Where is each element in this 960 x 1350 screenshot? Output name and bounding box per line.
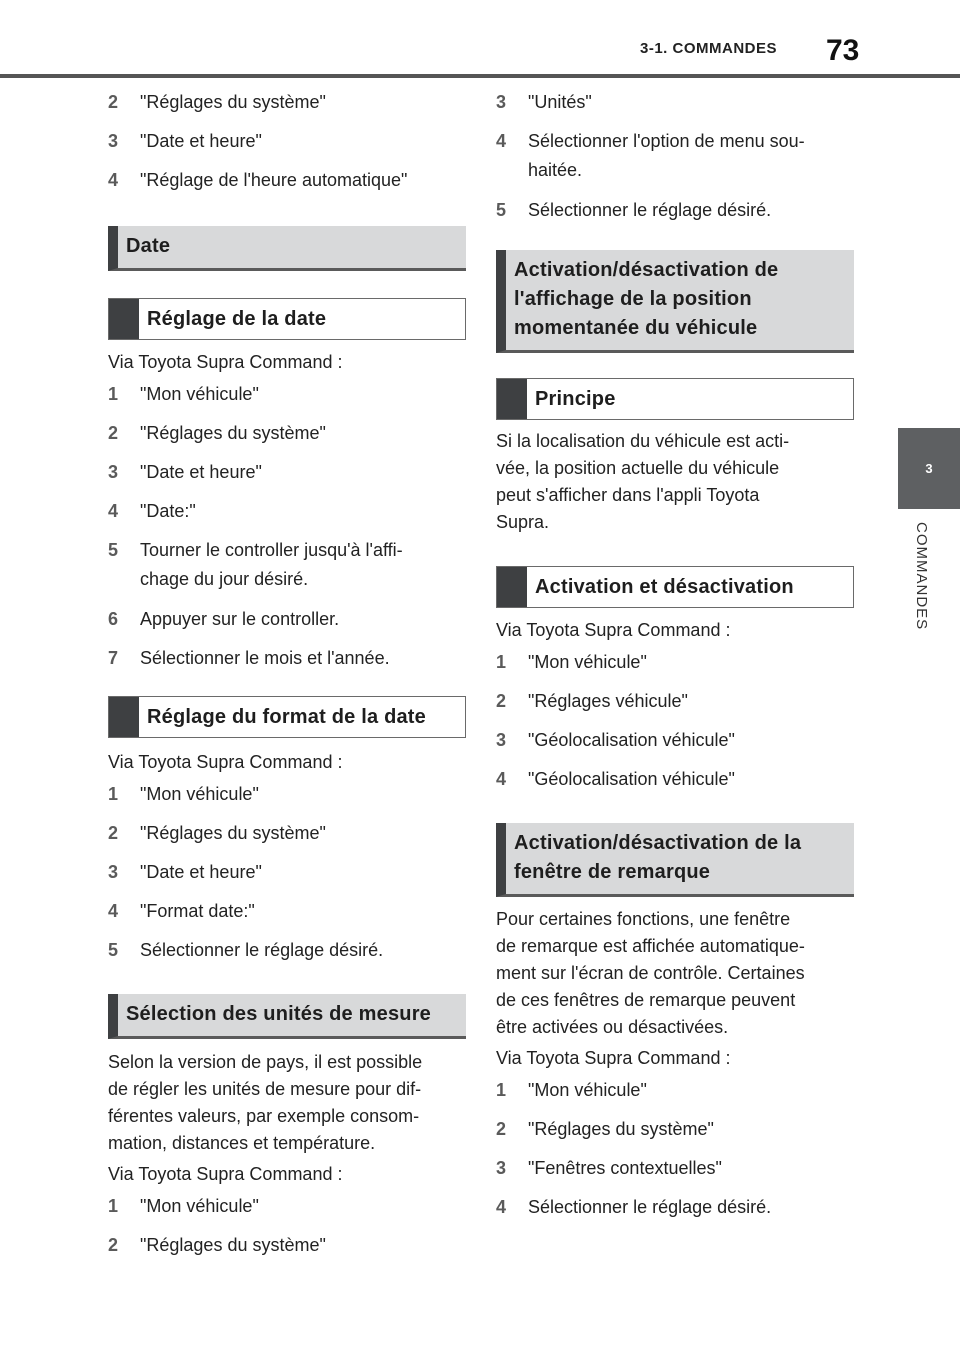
header-divider xyxy=(0,74,960,78)
list-item: 5 Sélectionner le réglage désiré. xyxy=(108,940,384,960)
list-item: 4 "Format date:" xyxy=(108,901,255,921)
list-item: 1 "Mon véhicule" xyxy=(496,1080,647,1100)
remark-paragraph: Pour certaines fonctions, une fenêtre de remarque est affichée automatique- ment sur l'écran de contrôle. Certaines de ces fenêtres de remarque peuvent être activées ou désactivées. xyxy=(496,909,805,1037)
list-item: 2 "Réglages véhicule" xyxy=(496,691,688,711)
section-heading-remark-window: Activation/désactivation de la fenêtre de remarque xyxy=(496,823,854,897)
section-title: 3-1. COMMANDES xyxy=(640,40,778,57)
via-text: Via Toyota Supra Command : xyxy=(108,752,343,772)
via-text: Via Toyota Supra Command : xyxy=(496,1048,731,1068)
list-item: 4 "Date:" xyxy=(108,501,196,521)
subsection-heading-date-setting: Réglage de la date xyxy=(108,298,466,340)
list-item: 5 Sélectionner le réglage désiré. xyxy=(496,200,772,220)
list-item: 2 "Réglages du système" xyxy=(108,423,326,443)
chapter-label: COMMANDES xyxy=(913,522,930,631)
list-item: 4 "Géolocalisation véhicule" xyxy=(496,769,735,789)
units-paragraph: Selon la version de pays, il est possible de régler les unités de mesure pour dif- férentes valeurs, par exemple consom- mation, distances et température. xyxy=(108,1052,423,1153)
list-item: 6 Appuyer sur le controller. xyxy=(108,609,340,629)
list-item: 4 "Réglage de l'heure automatique" xyxy=(108,170,408,190)
list-item: 3 "Géolocalisation véhicule" xyxy=(496,730,735,750)
chapter-tab[interactable]: 3 xyxy=(898,428,960,509)
list-item: 4 Sélectionner le réglage désiré. xyxy=(496,1197,772,1217)
list-item: 3 "Date et heure" xyxy=(108,462,262,482)
list-item: 4 Sélectionner l'option de menu sou- haitée. xyxy=(496,131,805,180)
list-item: 2 "Réglages du système" xyxy=(108,92,326,112)
right-column xyxy=(496,86,854,1232)
list-item: 2 "Réglages du système" xyxy=(496,1119,714,1139)
list-item: 1 "Mon véhicule" xyxy=(496,652,647,672)
list-item: 3 "Date et heure" xyxy=(108,862,262,882)
via-text: Via Toyota Supra Command : xyxy=(108,1164,343,1184)
subsection-heading-principle: Principe xyxy=(496,378,854,420)
subsection-heading-date-format: Réglage du format de la date xyxy=(108,696,466,738)
list-item: 3 "Fenêtres contextuelles" xyxy=(496,1158,722,1178)
section-heading-units: Sélection des unités de mesure xyxy=(108,994,466,1039)
list-item: 1 "Mon véhicule" xyxy=(108,1196,259,1216)
list-item: 3 "Date et heure" xyxy=(108,131,262,151)
list-item: 2 "Réglages du système" xyxy=(108,823,326,843)
page-number: 73 xyxy=(826,34,860,67)
section-heading-date: Date xyxy=(108,226,466,271)
subsection-heading-activation: Activation et désactivation xyxy=(496,566,854,608)
list-item: 5 Tourner le controller jusqu'à l'affi- chage du jour désiré. xyxy=(108,540,403,589)
list-item: 7 Sélectionner le mois et l'année. xyxy=(108,648,390,668)
left-column xyxy=(108,86,466,1270)
via-text: Via Toyota Supra Command : xyxy=(496,620,731,640)
list-item: 3 "Unités" xyxy=(496,92,592,112)
via-text: Via Toyota Supra Command : xyxy=(108,352,343,372)
list-item: 2 "Réglages du système" xyxy=(108,1235,326,1255)
list-item: 1 "Mon véhicule" xyxy=(108,784,259,804)
list-item: 1 "Mon véhicule" xyxy=(108,384,259,404)
principle-paragraph: Si la localisation du véhicule est acti- vée, la position actuelle du véhicule peut s'afficher dans l'appli Toyota Supra. xyxy=(496,431,790,532)
section-heading-vehicle-position: Activation/désactivation de l'affichage de la position momentanée du véhicule xyxy=(496,250,854,353)
